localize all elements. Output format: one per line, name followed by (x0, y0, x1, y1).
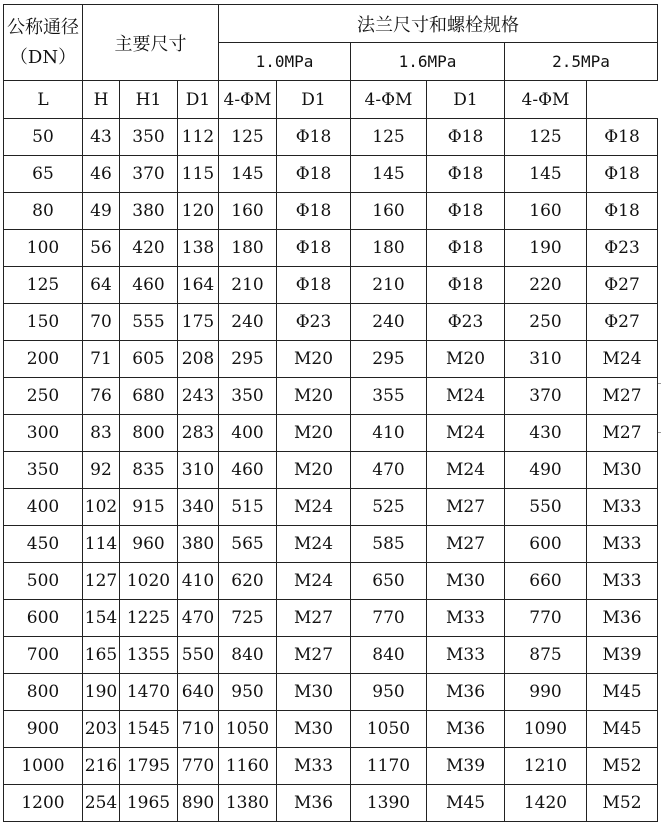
dn-cell: 350 (4, 452, 83, 489)
d1-1mpa-cell: 515 (219, 489, 277, 526)
nominal-diameter-header: 公称通径（DN） (4, 5, 83, 81)
pressure-class-header: 2.5MPa (505, 43, 658, 81)
h-cell: 380 (120, 193, 178, 230)
h1-cell: 164 (178, 267, 219, 304)
h1-cell: 470 (178, 600, 219, 637)
bolt-1mpa-cell: M30 (277, 711, 351, 748)
h1-cell: 120 (178, 193, 219, 230)
d1-16mpa-cell: 1390 (351, 785, 427, 822)
sub-column-header: D1 (277, 81, 351, 119)
h-cell: 1795 (120, 748, 178, 785)
bolt-16mpa-cell: Φ18 (427, 156, 505, 193)
d1-16mpa-cell: 650 (351, 563, 427, 600)
sub-column-header: 4-ΦM (351, 81, 427, 119)
table-row (4, 267, 658, 304)
d1-25mpa-cell: 770 (505, 600, 587, 637)
table-row (4, 748, 658, 785)
bolt-16mpa-cell: M24 (427, 415, 505, 452)
dn-cell: 300 (4, 415, 83, 452)
bolt-16mpa-cell: M24 (427, 452, 505, 489)
dn-cell: 400 (4, 489, 83, 526)
bolt-25mpa-cell: Φ18 (587, 119, 658, 156)
dn-cell: 700 (4, 637, 83, 674)
d1-1mpa-cell: 840 (219, 637, 277, 674)
table-row (4, 304, 658, 341)
h-cell: 960 (120, 526, 178, 563)
pressure-class-header: 1.6MPa (351, 43, 505, 81)
bolt-16mpa-cell: M24 (427, 378, 505, 415)
sub-column-header: 4-ΦM (505, 81, 587, 119)
bolt-16mpa-cell: M33 (427, 600, 505, 637)
dn-cell: 600 (4, 600, 83, 637)
d1-1mpa-cell: 210 (219, 267, 277, 304)
d1-25mpa-cell: 190 (505, 230, 587, 267)
bolt-1mpa-cell: M36 (277, 785, 351, 822)
d1-16mpa-cell: 295 (351, 341, 427, 378)
h1-cell: 283 (178, 415, 219, 452)
d1-1mpa-cell: 460 (219, 452, 277, 489)
h1-cell: 112 (178, 119, 219, 156)
bolt-16mpa-cell: Φ18 (427, 267, 505, 304)
bolt-25mpa-cell: Φ23 (587, 230, 658, 267)
h-cell: 1355 (120, 637, 178, 674)
d1-1mpa-cell: 400 (219, 415, 277, 452)
table-body (4, 119, 658, 822)
bolt-16mpa-cell: M36 (427, 711, 505, 748)
bolt-25mpa-cell: M36 (587, 600, 658, 637)
h-cell: 835 (120, 452, 178, 489)
table-row (4, 526, 658, 563)
bolt-25mpa-cell: Φ27 (587, 304, 658, 341)
d1-25mpa-cell: 430 (505, 415, 587, 452)
table-row (4, 489, 658, 526)
d1-16mpa-cell: 410 (351, 415, 427, 452)
bolt-25mpa-cell: Φ18 (587, 193, 658, 230)
bolt-1mpa-cell: M20 (277, 341, 351, 378)
bolt-25mpa-cell: M24 (587, 341, 658, 378)
l-cell: 49 (83, 193, 120, 230)
l-cell: 165 (83, 637, 120, 674)
h-cell: 1965 (120, 785, 178, 822)
dn-cell: 80 (4, 193, 83, 230)
d1-25mpa-cell: 1090 (505, 711, 587, 748)
table-row (4, 119, 658, 156)
bolt-16mpa-cell: M20 (427, 341, 505, 378)
table-row (4, 600, 658, 637)
bolt-1mpa-cell: Φ23 (277, 304, 351, 341)
d1-25mpa-cell: 875 (505, 637, 587, 674)
bolt-16mpa-cell: Φ18 (427, 230, 505, 267)
bolt-1mpa-cell: Φ18 (277, 119, 351, 156)
h1-cell: 138 (178, 230, 219, 267)
h1-cell: 410 (178, 563, 219, 600)
bolt-25mpa-cell: M33 (587, 489, 658, 526)
h1-cell: 115 (178, 156, 219, 193)
bolt-16mpa-cell: M36 (427, 674, 505, 711)
table-row (4, 452, 658, 489)
h-cell: 370 (120, 156, 178, 193)
dn-cell: 100 (4, 230, 83, 267)
d1-1mpa-cell: 180 (219, 230, 277, 267)
bolt-16mpa-cell: Φ23 (427, 304, 505, 341)
d1-16mpa-cell: 585 (351, 526, 427, 563)
dn-cell: 450 (4, 526, 83, 563)
table-row (4, 230, 658, 267)
h1-cell: 710 (178, 711, 219, 748)
d1-25mpa-cell: 1420 (505, 785, 587, 822)
sub-column-header: 4-ΦM (219, 81, 277, 119)
d1-16mpa-cell: 355 (351, 378, 427, 415)
h-cell: 1020 (120, 563, 178, 600)
l-cell: 203 (83, 711, 120, 748)
h1-cell: 243 (178, 378, 219, 415)
h1-cell: 640 (178, 674, 219, 711)
d1-1mpa-cell: 620 (219, 563, 277, 600)
h-cell: 680 (120, 378, 178, 415)
dn-cell: 1200 (4, 785, 83, 822)
h-cell: 460 (120, 267, 178, 304)
table-row (4, 674, 658, 711)
d1-25mpa-cell: 1210 (505, 748, 587, 785)
table-row (4, 156, 658, 193)
header-row-3 (4, 81, 658, 119)
bolt-1mpa-cell: M24 (277, 489, 351, 526)
d1-25mpa-cell: 370 (505, 378, 587, 415)
h-cell: 1470 (120, 674, 178, 711)
d1-16mpa-cell: 145 (351, 156, 427, 193)
d1-16mpa-cell: 1170 (351, 748, 427, 785)
l-cell: 43 (83, 119, 120, 156)
bolt-1mpa-cell: M27 (277, 600, 351, 637)
h-cell: 1225 (120, 600, 178, 637)
bolt-1mpa-cell: M33 (277, 748, 351, 785)
d1-1mpa-cell: 240 (219, 304, 277, 341)
bolt-25mpa-cell: M27 (587, 378, 658, 415)
bolt-16mpa-cell: M39 (427, 748, 505, 785)
l-cell: 46 (83, 156, 120, 193)
d1-1mpa-cell: 1380 (219, 785, 277, 822)
bolt-16mpa-cell: M45 (427, 785, 505, 822)
header-row-1 (4, 5, 658, 43)
bolt-1mpa-cell: Φ18 (277, 193, 351, 230)
d1-25mpa-cell: 550 (505, 489, 587, 526)
pressure-class-header: 1.0MPa (219, 43, 351, 81)
bolt-25mpa-cell: M30 (587, 452, 658, 489)
bolt-16mpa-cell: Φ18 (427, 119, 505, 156)
l-cell: 76 (83, 378, 120, 415)
l-cell: 190 (83, 674, 120, 711)
bolt-25mpa-cell: M33 (587, 526, 658, 563)
l-cell: 71 (83, 341, 120, 378)
d1-25mpa-cell: 220 (505, 267, 587, 304)
h-cell: 1545 (120, 711, 178, 748)
d1-25mpa-cell: 310 (505, 341, 587, 378)
dn-cell: 125 (4, 267, 83, 304)
dn-cell: 1000 (4, 748, 83, 785)
l-cell: 216 (83, 748, 120, 785)
table-row (4, 637, 658, 674)
bolt-1mpa-cell: M20 (277, 415, 351, 452)
d1-16mpa-cell: 180 (351, 230, 427, 267)
d1-25mpa-cell: 125 (505, 119, 587, 156)
bolt-1mpa-cell: M24 (277, 563, 351, 600)
bolt-16mpa-cell: Φ18 (427, 193, 505, 230)
table-row (4, 711, 658, 748)
bolt-1mpa-cell: Φ18 (277, 267, 351, 304)
bolt-25mpa-cell: M52 (587, 748, 658, 785)
bolt-1mpa-cell: M20 (277, 378, 351, 415)
table-row (4, 341, 658, 378)
d1-25mpa-cell: 490 (505, 452, 587, 489)
h-cell: 915 (120, 489, 178, 526)
table-row (4, 378, 658, 415)
table-row (4, 193, 658, 230)
d1-16mpa-cell: 125 (351, 119, 427, 156)
bolt-1mpa-cell: Φ18 (277, 156, 351, 193)
bolt-25mpa-cell: Φ27 (587, 267, 658, 304)
l-cell: 154 (83, 600, 120, 637)
bolt-1mpa-cell: M27 (277, 637, 351, 674)
h1-cell: 380 (178, 526, 219, 563)
bolt-16mpa-cell: M33 (427, 637, 505, 674)
bolt-25mpa-cell: M52 (587, 785, 658, 822)
bolt-16mpa-cell: M27 (427, 489, 505, 526)
sub-column-header: D1 (427, 81, 505, 119)
l-cell: 114 (83, 526, 120, 563)
d1-16mpa-cell: 1050 (351, 711, 427, 748)
d1-16mpa-cell: 770 (351, 600, 427, 637)
sub-column-header: H1 (120, 81, 178, 119)
dn-cell: 200 (4, 341, 83, 378)
d1-25mpa-cell: 145 (505, 156, 587, 193)
bolt-16mpa-cell: M27 (427, 526, 505, 563)
bolt-25mpa-cell: M45 (587, 711, 658, 748)
d1-25mpa-cell: 600 (505, 526, 587, 563)
h1-cell: 890 (178, 785, 219, 822)
bolt-25mpa-cell: M45 (587, 674, 658, 711)
l-cell: 254 (83, 785, 120, 822)
dn-cell: 250 (4, 378, 83, 415)
h-cell: 350 (120, 119, 178, 156)
dn-cell: 50 (4, 119, 83, 156)
l-cell: 64 (83, 267, 120, 304)
d1-1mpa-cell: 950 (219, 674, 277, 711)
d1-25mpa-cell: 990 (505, 674, 587, 711)
dn-cell: 150 (4, 304, 83, 341)
bolt-1mpa-cell: M30 (277, 674, 351, 711)
h-cell: 420 (120, 230, 178, 267)
d1-1mpa-cell: 725 (219, 600, 277, 637)
l-cell: 70 (83, 304, 120, 341)
flange-bolt-spec-header: 法兰尺寸和螺栓规格 (219, 5, 658, 43)
d1-16mpa-cell: 240 (351, 304, 427, 341)
bolt-25mpa-cell: Φ18 (587, 156, 658, 193)
d1-25mpa-cell: 660 (505, 563, 587, 600)
d1-1mpa-cell: 350 (219, 378, 277, 415)
table-row (4, 563, 658, 600)
h1-cell: 208 (178, 341, 219, 378)
h1-cell: 175 (178, 304, 219, 341)
d1-1mpa-cell: 145 (219, 156, 277, 193)
l-cell: 92 (83, 452, 120, 489)
h1-cell: 340 (178, 489, 219, 526)
d1-1mpa-cell: 125 (219, 119, 277, 156)
bolt-25mpa-cell: M33 (587, 563, 658, 600)
h1-cell: 310 (178, 452, 219, 489)
sub-column-header: D1 (178, 81, 219, 119)
bolt-1mpa-cell: Φ18 (277, 230, 351, 267)
h-cell: 605 (120, 341, 178, 378)
dn-cell: 900 (4, 711, 83, 748)
table-row (4, 415, 658, 452)
d1-16mpa-cell: 950 (351, 674, 427, 711)
bolt-1mpa-cell: M20 (277, 452, 351, 489)
valve-spec-table (3, 4, 658, 822)
h1-cell: 770 (178, 748, 219, 785)
sub-column-header: L (4, 81, 83, 119)
sub-column-header: H (83, 81, 120, 119)
d1-16mpa-cell: 525 (351, 489, 427, 526)
d1-1mpa-cell: 565 (219, 526, 277, 563)
d1-1mpa-cell: 160 (219, 193, 277, 230)
dn-cell: 500 (4, 563, 83, 600)
main-dimensions-header: 主要尺寸 (83, 5, 219, 81)
bolt-25mpa-cell: M39 (587, 637, 658, 674)
d1-1mpa-cell: 1050 (219, 711, 277, 748)
l-cell: 56 (83, 230, 120, 267)
d1-25mpa-cell: 250 (505, 304, 587, 341)
table-row (4, 785, 658, 822)
h-cell: 800 (120, 415, 178, 452)
d1-1mpa-cell: 295 (219, 341, 277, 378)
d1-25mpa-cell: 160 (505, 193, 587, 230)
dn-cell: 65 (4, 156, 83, 193)
l-cell: 127 (83, 563, 120, 600)
bolt-25mpa-cell: M27 (587, 415, 658, 452)
l-cell: 83 (83, 415, 120, 452)
h1-cell: 550 (178, 637, 219, 674)
h-cell: 555 (120, 304, 178, 341)
l-cell: 102 (83, 489, 120, 526)
d1-16mpa-cell: 840 (351, 637, 427, 674)
bolt-16mpa-cell: M30 (427, 563, 505, 600)
d1-16mpa-cell: 160 (351, 193, 427, 230)
dn-cell: 800 (4, 674, 83, 711)
d1-16mpa-cell: 470 (351, 452, 427, 489)
d1-1mpa-cell: 1160 (219, 748, 277, 785)
bolt-1mpa-cell: M24 (277, 526, 351, 563)
d1-16mpa-cell: 210 (351, 267, 427, 304)
